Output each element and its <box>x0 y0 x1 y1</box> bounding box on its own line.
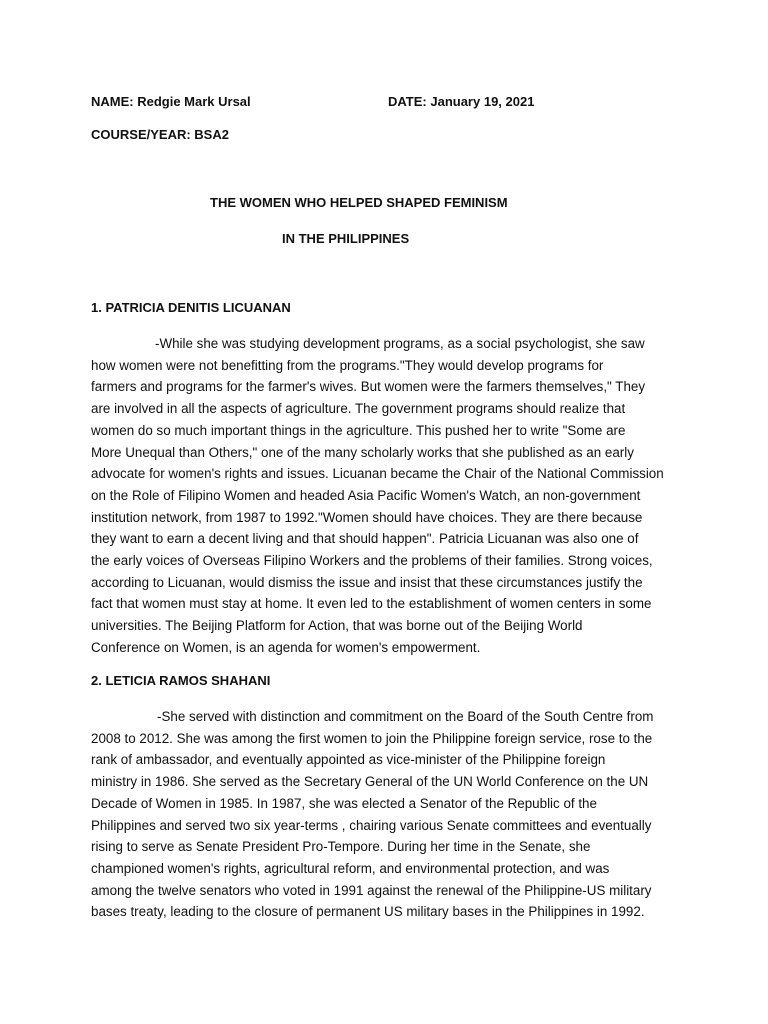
paragraph-line: More Unequal than Others," one of the many scholarly works that she published as an early <box>91 444 634 460</box>
section-heading: 1. PATRICIA DENITIS LICUANAN <box>91 300 291 315</box>
paragraph-line: -While she was studying development programs, as a social psychologist, she saw <box>155 336 645 351</box>
paragraph-line: Philippines and served two six year-terms , chairing various Senate committees and eventually <box>91 817 652 833</box>
paragraph-line: institution network, from 1987 to 1992."Women should have choices. They are there because <box>91 509 643 525</box>
paragraph-line: Conference on Women, is an agenda for women's empowerment. <box>91 639 481 655</box>
paragraph-line: are involved in all the aspects of agriculture. The government programs should realize that <box>91 401 626 417</box>
paragraph-line: bases treaty, leading to the closure of permanent US military bases in the Philippines in 1992. <box>91 904 645 920</box>
section-paragraph <box>91 333 681 659</box>
section-heading: 2. LETICIA RAMOS SHAHANI <box>91 673 271 688</box>
paragraph-line: how women were not benefitting from the programs."They would develop programs for <box>91 357 604 373</box>
course-year-field: COURSE/YEAR: BSA2 <box>91 127 229 142</box>
paragraph-line: 2008 to 2012. She was among the first women to join the Philippine foreign service, rose to the <box>91 730 653 746</box>
paragraph-line: rank of ambassador, and eventually appointed as vice-minister of the Philippine foreign <box>91 752 606 768</box>
paragraph-line: the early voices of Overseas Filipino Workers and the problems of their families. Strong voices, <box>91 553 653 569</box>
paragraph-line: fact that women must stay at home. It even led to the establishment of women centers in some <box>91 596 652 612</box>
paragraph-line: among the twelve senators who voted in 1991 against the renewal of the Philippine-US military <box>91 882 652 898</box>
paragraph-line: women do so much important things in the agriculture. This pushed her to write "Some are <box>91 422 626 438</box>
paragraph-line: advocate for women's rights and issues. Licuanan became the Chair of the National Commission <box>91 466 664 482</box>
section-paragraph <box>91 706 681 923</box>
paragraph-line: farmers and programs for the farmer's wives. But women were the farmers themselves," They <box>91 379 646 395</box>
paragraph-line: they want to earn a decent living and that should happen". Patricia Licuanan was also one of <box>91 531 639 547</box>
paragraph-line: rising to serve as Senate President Pro-Tempore. During her time in the Senate, she <box>91 839 591 855</box>
paragraph-line: universities. The Beijing Platform for Action, that was borne out of the Beijing World <box>91 618 583 634</box>
name-field: NAME: Redgie Mark Ursal <box>91 94 251 109</box>
paragraph-line: ministry in 1986. She served as the Secretary General of the UN World Conference on the UN <box>91 774 649 790</box>
paragraph-line: according to Licuanan, would dismiss the issue and insist that these circumstances justify the <box>91 574 643 590</box>
document-subtitle: IN THE PHILIPPINES <box>282 231 410 246</box>
date-field: DATE: January 19, 2021 <box>388 94 535 109</box>
paragraph-line: -She served with distinction and commitment on the Board of the South Centre from <box>157 709 654 724</box>
paragraph-line: Decade of Women in 1985. In 1987, she was elected a Senator of the Republic of the <box>91 795 597 811</box>
paragraph-line: championed women's rights, agricultural reform, and environmental protection, and was <box>91 860 610 876</box>
paragraph-line: on the Role of Filipino Women and headed Asia Pacific Women's Watch, an non-government <box>91 487 641 503</box>
document-title: THE WOMEN WHO HELPED SHAPED FEMINISM <box>210 195 508 210</box>
